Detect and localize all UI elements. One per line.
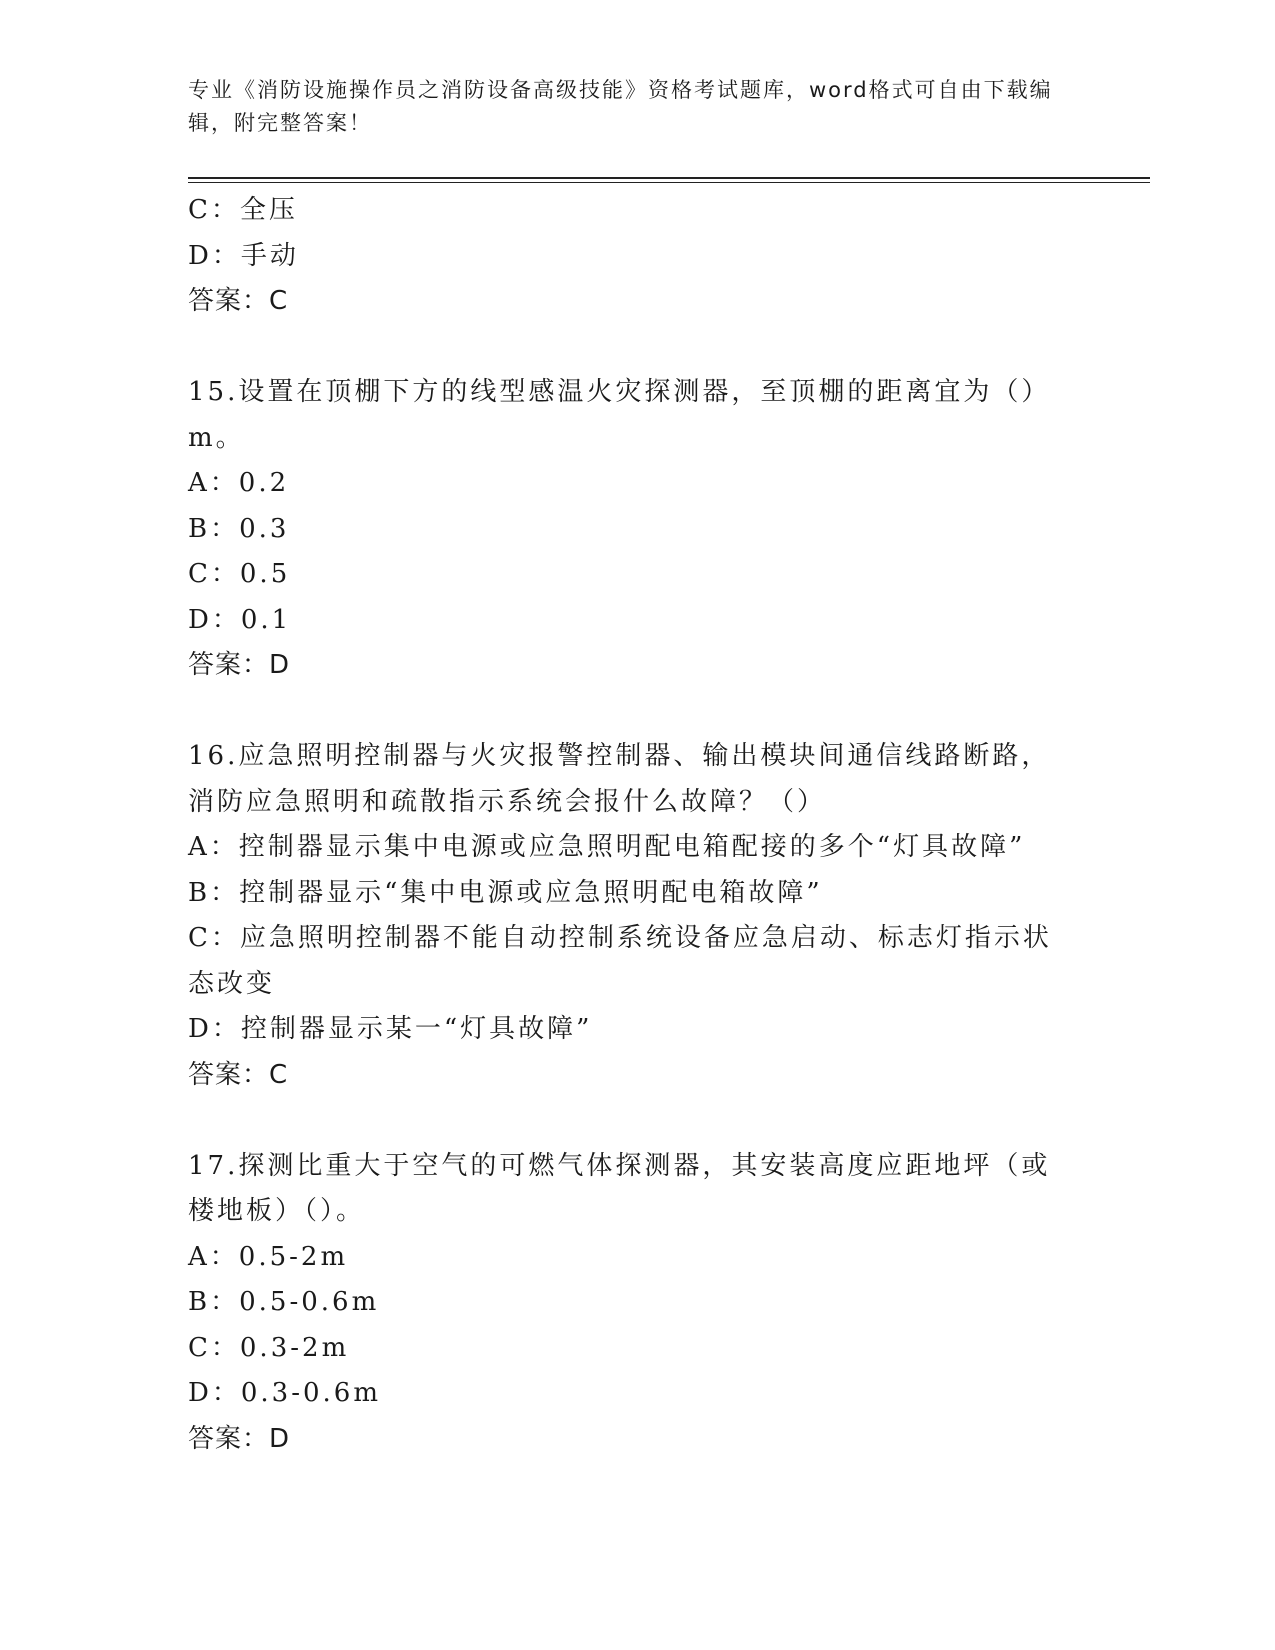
option-d: D：0.1 — [188, 604, 292, 635]
option-a: A：控制器显示集中电源或应急照明配电箱配接的多个“灯具故障” — [188, 832, 1026, 862]
answer-line: 答案：D — [188, 1423, 291, 1454]
question-16 — [188, 734, 1068, 1098]
question-stem: 17.探测比重大于空气的可燃气体探测器，其安装高度应距地坪（或楼地板）（）。 — [188, 1150, 1051, 1226]
option-a: A：0.2 — [188, 468, 290, 498]
question-stem: 15.设置在顶棚下方的线型感温火灾探测器，至顶棚的距离宜为（）m。 — [188, 377, 1051, 453]
header-divider-thick — [188, 177, 1150, 179]
option-c: C：0.5 — [188, 559, 291, 589]
answer-line: 答案：C — [188, 286, 289, 316]
option-c: C：全压 — [188, 195, 298, 225]
question-stem: 16.应急照明控制器与火灾报警控制器、输出模块间通信线路断路，消防应急照明和疏散指示系统会报什么故障？（） — [188, 741, 1051, 817]
question-17 — [188, 1144, 1068, 1463]
option-d: D：手动 — [188, 240, 299, 271]
answer-line: 答案：C — [188, 1059, 289, 1090]
option-c: C：0.3-2m — [188, 1332, 350, 1363]
document-header: 专业《消防设施操作员之消防设备高级技能》资格考试题库，word格式可自由下载编辑，附完整答案！ — [188, 78, 1053, 135]
answer-line: 答案：D — [188, 650, 291, 680]
option-d: D：控制器显示某一“灯具故障” — [188, 1014, 593, 1044]
option-b: B：控制器显示“集中电源或应急照明配电箱故障” — [188, 877, 823, 908]
spacer — [188, 689, 1068, 735]
spacer — [188, 1098, 1068, 1144]
question-content — [188, 188, 1068, 1462]
option-c: C：应急照明控制器不能自动控制系统设备应急启动、标志灯指示状态改变 — [188, 923, 1052, 999]
option-a: A：0.5-2m — [188, 1241, 349, 1272]
header-divider-thin — [188, 182, 1150, 183]
question-15 — [188, 370, 1068, 689]
option-d: D：0.3-0.6m — [188, 1378, 381, 1408]
continued-question — [188, 188, 1068, 325]
option-b: B：0.3 — [188, 513, 290, 544]
option-b: B：0.5-0.6m — [188, 1287, 380, 1317]
spacer — [188, 325, 1068, 371]
